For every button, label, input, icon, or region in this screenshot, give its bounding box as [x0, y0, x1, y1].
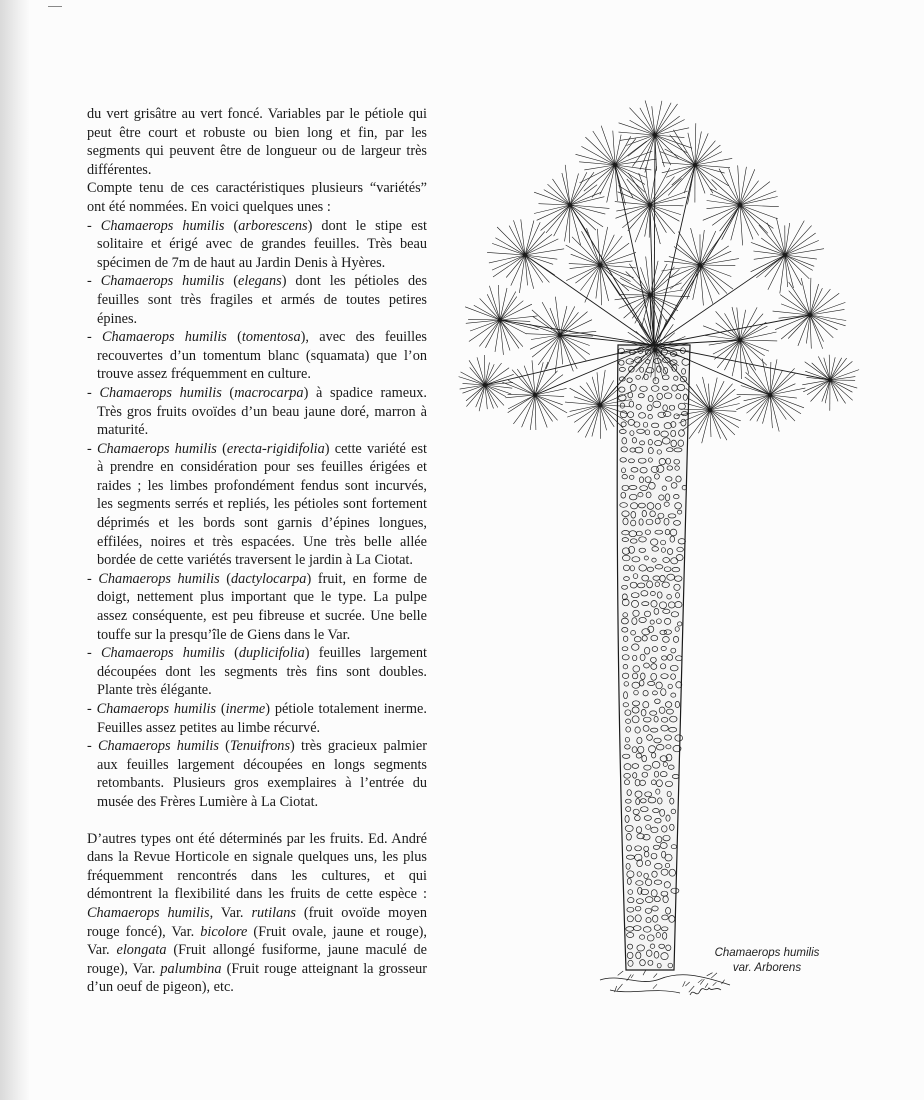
variety-description: fruit, en forme de doigt, nettement plus important que le type. La pulpe assez conséquente, est peu fibreuse et sucrée. Une belle touffe sur la presqu’île de Giens dans le Var. — [97, 570, 427, 643]
para2-var-elongata: elongata — [116, 942, 167, 959]
variety-name: erecta-rigidifolia — [226, 440, 325, 457]
palm-tree-illustration — [440, 95, 880, 1025]
variety-name: arborescens — [238, 217, 308, 234]
variety-list — [87, 217, 427, 812]
variety-item: - Chamaerops humilis (dactylocarpa) fruit, en forme de doigt, nettement plus important que le type. La pulpe assez conséquente, est peu fibreuse et sucrée. Une belle touffe sur la presqu’île de Giens dans le Var. — [87, 570, 427, 643]
variety-item: - Chamaerops humilis (duplicifolia) feuilles largement découpées dont les segments très fins sont doubles. Plante très élégante. — [87, 645, 427, 699]
para2-start: D’autres types ont été déterminés par les fruits. Ed. André dans la Revue Horticole en signale quelques uns, les plus fréquemment rencontrés dans les cultures, et qui démontrent la flexibilité dans les fruits de cette espèce : — [87, 830, 427, 903]
para2-v1-pre: , Var. — [209, 904, 252, 921]
variety-species: Chamaerops humilis — [100, 273, 225, 290]
variety-species: Chamaerops humilis — [101, 645, 225, 662]
para2-var-rutilans: rutilans — [251, 904, 296, 921]
lead-paragraph: Compte tenu de ces caractéristiques plusieurs “variétés” ont été nommées. En voici quelques unes : — [87, 180, 427, 215]
fruit-types-paragraph — [87, 830, 427, 997]
body-text-column — [87, 105, 427, 997]
para2-v3-desc: (Fruit allongé fusiforme, jaune maculé de rouge), Var. — [87, 942, 427, 977]
variety-species: Chamaerops humilis — [96, 440, 217, 457]
variety-name: duplicifolia — [238, 645, 305, 662]
variety-name: macrocarpa — [234, 384, 304, 401]
variety-description: dont les pétioles des feuilles sont très fragiles et armés de toutes petires épines. — [97, 273, 428, 327]
variety-item: - Chamaerops humilis (elegans) dont les pétioles des feuilles sont très fragiles et armés de toutes petires épines. — [87, 273, 428, 327]
caption-variety: var. Arborens — [732, 962, 802, 974]
variety-item: - Chamaerops humilis (erecta-rigidifolia) cette variété est à prendre en considération pour ses feuilles érigées et raides ; les limbes profondément fendus sont incurvés, les segments serrés et repliés, les pétioles sont fortement déprimés et les bords sont garnis d’épines longues, effilées, noires et très espacées. Une très belle allée bordée de cette variétés traversent le jardin à La Ciotat. — [87, 440, 427, 569]
palm-trunk — [617, 345, 690, 970]
ground-sketch — [600, 970, 730, 995]
variety-description: très gracieux palmier aux feuilles largement découpées en longs segments retombants. Plusieurs gros exemplaires à l’entrée du musée des Frères Lumière à La Ciotat. — [97, 738, 427, 810]
para2-v4-desc: (Fruit rouge atteignant la grosseur d’un oeuf de pigeon), etc. — [87, 960, 427, 996]
variety-name: elegans — [238, 273, 282, 290]
variety-description: , avec des feuilles recouvertes d’un tomentum blanc (squamata) que l’on trouve assez fréquemment en culture. — [97, 329, 427, 383]
variety-item: - Chamaerops humilis (inerme) pétiole totalement inerme. Feuilles assez petites au limbe récurvé. — [87, 701, 427, 736]
variety-item: - Chamaerops humilis (macrocarpa) à spadice rameux. Très gros fruits ovoïdes d’un beau jaune doré, marron à maturité. — [87, 384, 427, 439]
variety-description: dont le stipe est solitaire et érigé avec de grandes feuilles. Très beau spécimen de 7m de haut au Jardin Denis à Hyères. — [97, 217, 427, 271]
variety-item: - Chamaerops humilis (Tenuifrons) très gracieux palmier aux feuilles largement découpées en longs segments retombants. Plusieurs gros exemplaires à l’entrée du musée des Frères Lumière à La Ciotat. — [87, 738, 427, 810]
variety-species: Chamaerops humilis — [96, 701, 217, 717]
variety-name: inerme — [225, 701, 266, 717]
variety-name: tomentosa — [241, 329, 301, 346]
variety-species: Chamaerops humilis — [99, 384, 222, 401]
caption-species: Chamaerops humilis — [714, 947, 820, 959]
para2-var-bicolore: bicolore — [200, 923, 248, 940]
variety-species: Chamaerops humilis — [98, 738, 219, 755]
variety-species: Chamaerops humilis — [100, 217, 225, 234]
variety-description: à spadice rameux. Très gros fruits ovoïdes d’un beau jaune doré, marron à maturité. — [97, 384, 427, 439]
para2-v1-desc: (fruit ovoïde moyen rouge foncé), Var. — [87, 904, 427, 940]
page-gutter-shadow — [0, 0, 30, 1100]
variety-name: dactylocarpa — [231, 570, 307, 587]
variety-name: Tenuifrons — [229, 738, 291, 755]
variety-species: Chamaerops humilis — [102, 329, 227, 346]
variety-description: feuilles largement découpées dont les segments très fins sont doubles. Plante très élégante. — [97, 645, 427, 699]
figure-caption — [712, 946, 822, 976]
variety-species: Chamaerops humilis — [98, 570, 220, 587]
para2-var-palumbina: palumbina — [160, 960, 222, 977]
para2-species: Chamaerops humilis — [87, 904, 210, 921]
variety-description: cette variété est à prendre en considération pour ses feuilles érigées et raides ; les limbes profondément fendus sont incurvés, les segments serrés et repliés, les pétioles sont fortement déprimés et les bords sont garnis d’épines longues, effilées, noires et très espacées. Une très belle allée bordée de cette variétés traversent le jardin à La Ciotat. — [97, 440, 427, 569]
crop-mark — [48, 6, 62, 7]
intro-paragraph: du vert grisâtre au vert foncé. Variables par le pétiole qui peut être court et robuste ou bien long et fin, par les segments qui peuvent être de longueur ou de largeur très différentes. — [87, 106, 427, 178]
variety-description: pétiole totalement inerme. Feuilles assez petites au limbe récurvé. — [97, 701, 427, 736]
para2-v2-desc: (Fruit ovale, jaune et rouge), Var. — [87, 923, 427, 959]
variety-item: - Chamaerops humilis (tomentosa), avec des feuilles recouvertes d’un tomentum blanc (squamata) que l’on trouve assez fréquemment en culture. — [87, 329, 427, 383]
variety-item: - Chamaerops humilis (arborescens) dont le stipe est solitaire et érigé avec de grandes feuilles. Très beau spécimen de 7m de haut au Jardin Denis à Hyères. — [87, 217, 427, 271]
